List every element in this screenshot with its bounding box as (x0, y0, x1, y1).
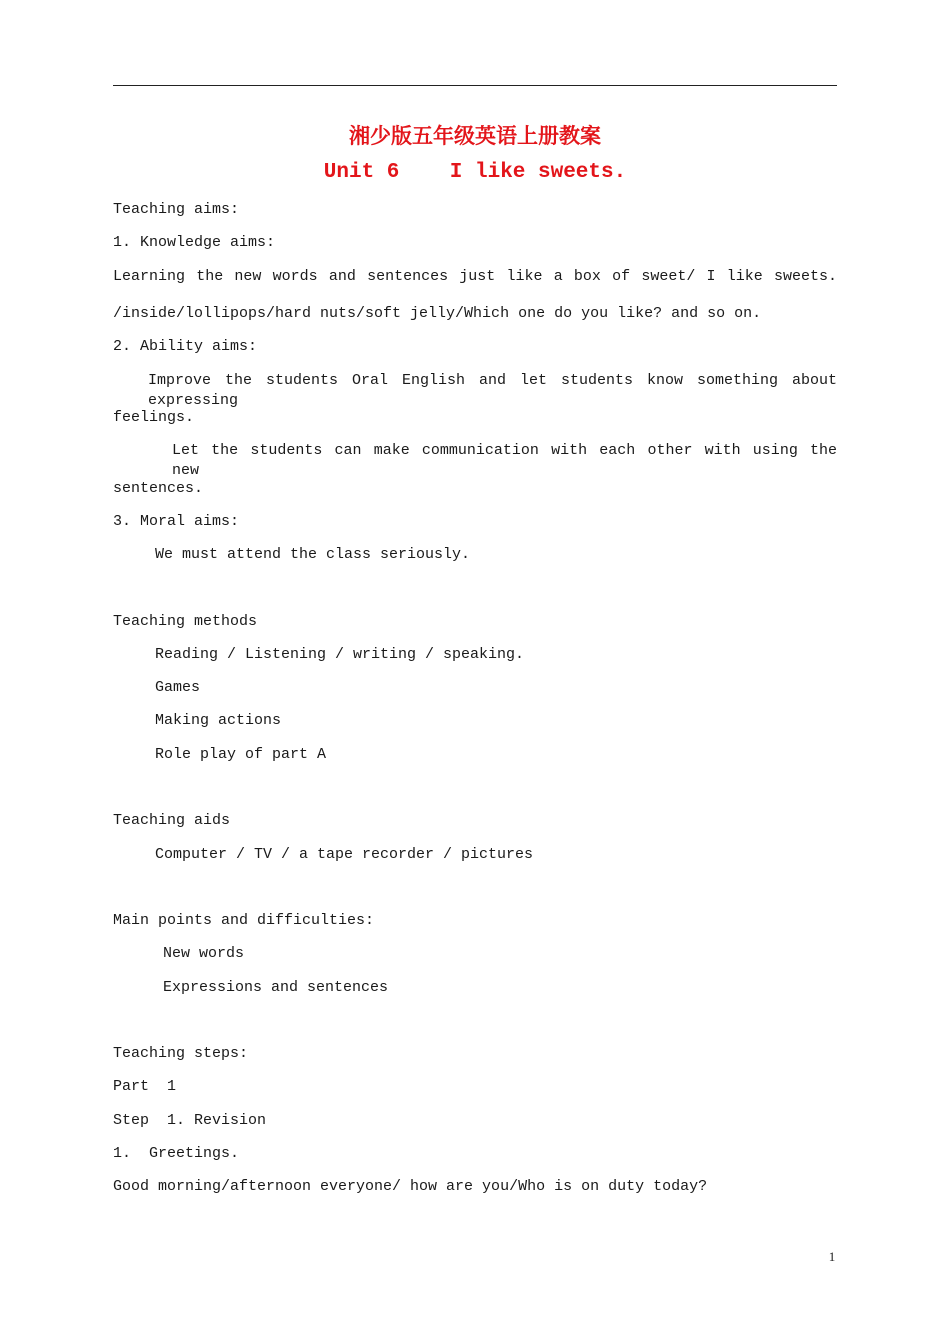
moral-aims-line-1: We must attend the class seriously. (155, 546, 471, 563)
ability-aims-line-3: Let the students can make communication with each other with using the new (172, 442, 837, 479)
ability-aims-heading: 2. Ability aims: (113, 338, 258, 355)
step-item: 1. Greetings. (113, 1145, 240, 1162)
greeting-line: Good morning/afternoon everyone/ how are you/Who is on duty today? (113, 1178, 708, 1195)
teaching-steps-heading: Teaching steps: (113, 1045, 249, 1062)
teaching-aids-heading: Teaching aids (113, 812, 231, 829)
document-title-unit: Unit 6 I like sweets. (323, 161, 627, 184)
main-point-item: Expressions and sentences (163, 979, 389, 996)
moral-aims-heading: 3. Moral aims: (113, 513, 240, 530)
knowledge-aims-heading: 1. Knowledge aims: (113, 234, 276, 251)
main-points-heading: Main points and difficulties: (113, 912, 375, 929)
teaching-aids-line: Computer / TV / a tape recorder / pictures (155, 846, 534, 863)
ability-aims-line-2: feelings. (113, 409, 195, 426)
header-rule (113, 85, 837, 86)
knowledge-aims-line-2: /inside/lollipops/hard nuts/soft jelly/Which one do you like? and so on. (113, 305, 762, 322)
teaching-methods-heading: Teaching methods (113, 613, 258, 630)
part-label: Part 1 (113, 1078, 177, 1095)
teaching-method-item: Role play of part A (155, 746, 327, 763)
ability-aims-line-4: sentences. (113, 480, 204, 497)
main-point-item: New words (163, 945, 245, 962)
teaching-method-item: Games (155, 679, 201, 696)
teaching-method-item: Making actions (155, 712, 282, 729)
step-label: Step 1. Revision (113, 1112, 267, 1129)
page-number: 1 (828, 1249, 836, 1264)
teaching-method-item: Reading / Listening / writing / speaking. (155, 646, 525, 663)
teaching-aims-heading: Teaching aims: (113, 201, 240, 218)
knowledge-aims-line-1: Learning the new words and sentences just like a box of sweet/ I like sweets. (113, 268, 837, 285)
document-title-chinese: 湘少版五年级英语上册教案 (349, 124, 601, 148)
ability-aims-line-1: Improve the students Oral English and let students know something about expressing (148, 372, 837, 409)
